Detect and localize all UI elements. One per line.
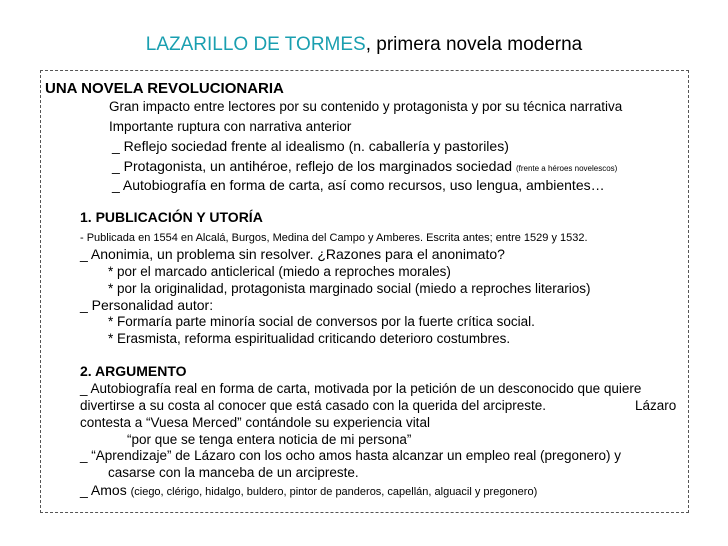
title-highlight: LAZARILLO DE TORMES <box>145 34 366 55</box>
section2-line-6: casarse con la manceba de un arcipreste. <box>108 465 359 480</box>
section2-line-4: “por que se tenga entera noticia de mi persona” <box>127 432 412 447</box>
section1-line-4: * por la originalidad, protagonista marginado social (miedo a reproches literarios) <box>108 281 591 296</box>
section1-line-6: * Formaría parte minoría social de conversos por la fuerte crítica social. <box>108 314 535 329</box>
section2-line-7 <box>80 482 537 500</box>
intro-bullet-1: _ Reflejo sociedad frente al idealismo (n. caballería y pastoriles) <box>112 138 509 154</box>
section1-line-7: * Erasmista, reforma espiritualidad criticando deterioro costumbres. <box>108 331 511 346</box>
section2-line-3: contesta a “Vuesa Merced” contándole su experiencia vital <box>80 415 430 430</box>
title-rest: , primera novela moderna <box>365 34 583 55</box>
section2-line-5: _ “Aprendizaje” de Lázaro con los ocho amos hasta alcanzar un empleo real (pregonero) y <box>80 448 622 463</box>
section1-heading: 1. PUBLICACIÓN Y UTORÍA <box>80 209 263 225</box>
section2-amos-label: _ Amos <box>80 482 127 498</box>
intro-bullet-2-note: (frente a héroes novelescos) <box>515 164 618 173</box>
section2-line-1: _ Autobiografía real en forma de carta, motivada por la petición de un desconocido que quiere <box>80 381 642 396</box>
intro-bullet-3: _ Autobiografía en forma de carta, así como recursos, uso lengua, ambientes… <box>112 177 605 193</box>
intro-bullet-2 <box>112 158 617 177</box>
section1-line-3: * por el marcado anticlerical (miedo a reproches morales) <box>108 264 451 279</box>
intro-line-2: Importante ruptura con narrativa anterior <box>109 119 352 134</box>
section1-line-1: - Publicada en 1554 en Alcalá, Burgos, Medina del Campo y Amberes. Escrita antes; entre 1529 y 1532. <box>80 232 588 244</box>
intro-heading: UNA NOVELA REVOLUCIONARIA <box>45 80 284 97</box>
section2-line-2-end: Lázaro <box>635 398 677 413</box>
intro-line-1: Gran impacto entre lectores por su contenido y protagonista y por su técnica narrativa <box>109 99 623 114</box>
section2-line-2: divertirse a su costa al conocer que está casado con la querida del arcipreste. <box>80 398 547 413</box>
section1-line-5: _ Personalidad autor: <box>80 297 214 313</box>
intro-bullet-2-text: _ Protagonista, un antihéroe, reflejo de los marginados sociedad <box>112 158 513 174</box>
slide-title <box>0 34 728 56</box>
content-box <box>40 70 689 513</box>
section1-line-2: _ Anonimia, un problema sin resolver. ¿Razones para el anonimato? <box>80 246 505 262</box>
section2-amos-note: (ciego, clérigo, hidalgo, buldero, pintor de panderos, capellán, alguacil y pregonero) <box>130 486 538 498</box>
section2-heading: 2. ARGUMENTO <box>80 363 187 379</box>
